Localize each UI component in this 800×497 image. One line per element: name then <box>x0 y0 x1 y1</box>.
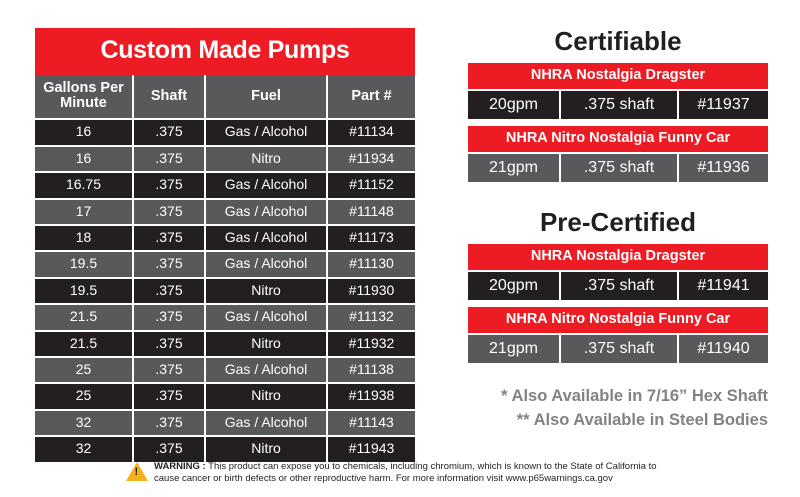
cell-part: #11132 <box>327 304 415 330</box>
cert-header-row <box>468 63 768 90</box>
cell-part: #11173 <box>327 225 415 251</box>
table-row <box>35 357 415 383</box>
warning-label: WARNING : <box>154 461 206 473</box>
cell-gpm: 25 <box>35 357 133 383</box>
cell-part: #11932 <box>327 331 415 357</box>
certifiable-funnycar-table <box>468 126 768 182</box>
table-row <box>35 278 415 304</box>
pumps-table <box>35 75 415 462</box>
cell-gpm: 16.75 <box>35 172 133 198</box>
cell-part: #11934 <box>327 146 415 172</box>
cell-fuel: Nitro <box>205 383 327 409</box>
cell-gpm: 18 <box>35 225 133 251</box>
cell-shaft: .375 shaft <box>560 153 678 183</box>
cell-fuel: Gas / Alcohol <box>205 225 327 251</box>
cell-part: #11938 <box>327 383 415 409</box>
warning-triangle-icon <box>126 462 148 481</box>
cell-fuel: Nitro <box>205 436 327 461</box>
cell-part: #11936 <box>678 153 768 183</box>
cell-gpm: 17 <box>35 199 133 225</box>
cell-shaft: .375 shaft <box>560 90 678 120</box>
cert-data-row <box>468 271 768 301</box>
table-row <box>35 383 415 409</box>
cert-data-row <box>468 90 768 120</box>
cell-fuel: Nitro <box>205 278 327 304</box>
cell-shaft: .375 <box>133 251 205 277</box>
cell-part: #11138 <box>327 357 415 383</box>
cert-header-row <box>468 307 768 334</box>
cell-part: #11148 <box>327 199 415 225</box>
cell-shaft: .375 <box>133 225 205 251</box>
cell-gpm: 21gpm <box>468 334 560 364</box>
cell-part: #11152 <box>327 172 415 198</box>
cell-gpm: 16 <box>35 146 133 172</box>
cell-shaft: .375 <box>133 146 205 172</box>
cert-header-label: NHRA Nostalgia Dragster <box>468 63 768 90</box>
warning-body: This product can expose you to chemicals, including chromium, which is known to the State of California to cause cancer or birth defects or other reproductive harm. For more information visit www.p65warnings.ca.gov <box>154 461 657 485</box>
column-header-shaft: Shaft <box>133 75 205 119</box>
cell-shaft: .375 <box>133 119 205 145</box>
cell-gpm: 32 <box>35 410 133 436</box>
cell-fuel: Gas / Alcohol <box>205 172 327 198</box>
cell-gpm: 20gpm <box>468 90 560 120</box>
cert-header-label: NHRA Nitro Nostalgia Funny Car <box>468 307 768 334</box>
cell-gpm: 32 <box>35 436 133 461</box>
column-header-fuel: Fuel <box>205 75 327 119</box>
table-row <box>35 225 415 251</box>
cell-gpm: 20gpm <box>468 271 560 301</box>
cell-gpm: 21.5 <box>35 331 133 357</box>
cell-part: #11941 <box>678 271 768 301</box>
table-row <box>35 172 415 198</box>
cert-data-row <box>468 334 768 364</box>
cell-gpm: 21gpm <box>468 153 560 183</box>
cell-shaft: .375 <box>133 172 205 198</box>
cert-header-label: NHRA Nostalgia Dragster <box>468 244 768 271</box>
footnote-hex-shaft: * Also Available in 7/16” Hex Shaft <box>501 387 768 406</box>
cell-shaft: .375 <box>133 410 205 436</box>
cell-shaft: .375 shaft <box>560 334 678 364</box>
cell-part: #11940 <box>678 334 768 364</box>
cell-shaft: .375 <box>133 199 205 225</box>
certifiable-dragster-table <box>468 63 768 119</box>
cell-gpm: 16 <box>35 119 133 145</box>
page-title: Custom Made Pumps <box>35 28 415 75</box>
warning-text <box>154 461 674 485</box>
column-header-part: Part # <box>327 75 415 119</box>
precertified-dragster-table <box>468 244 768 300</box>
footnotes <box>468 385 768 433</box>
table-row <box>35 331 415 357</box>
footnote-steel-bodies: ** Also Available in Steel Bodies <box>516 411 768 430</box>
cell-gpm: 19.5 <box>35 278 133 304</box>
cell-gpm: 21.5 <box>35 304 133 330</box>
cell-gpm: 19.5 <box>35 251 133 277</box>
cell-part: #11930 <box>327 278 415 304</box>
table-row <box>35 251 415 277</box>
table-row <box>35 410 415 436</box>
cell-gpm: 25 <box>35 383 133 409</box>
cell-part: #11937 <box>678 90 768 120</box>
cell-fuel: Gas / Alcohol <box>205 304 327 330</box>
prop65-warning <box>0 461 800 485</box>
precertified-title: Pre-Certified <box>539 207 697 238</box>
precertified-funnycar-table <box>468 307 768 363</box>
table-row <box>35 304 415 330</box>
cert-header-label: NHRA Nitro Nostalgia Funny Car <box>468 126 768 153</box>
custom-made-pumps-block <box>35 28 415 462</box>
cell-shaft: .375 <box>133 304 205 330</box>
cell-part: #11134 <box>327 119 415 145</box>
table-row <box>35 146 415 172</box>
cell-fuel: Nitro <box>205 331 327 357</box>
cell-part: #11130 <box>327 251 415 277</box>
cell-shaft: .375 <box>133 357 205 383</box>
cell-shaft: .375 <box>133 383 205 409</box>
cell-part: #11943 <box>327 436 415 461</box>
cell-fuel: Gas / Alcohol <box>205 199 327 225</box>
table-row <box>35 436 415 461</box>
certification-block <box>468 28 768 433</box>
cell-fuel: Gas / Alcohol <box>205 251 327 277</box>
table-row <box>35 199 415 225</box>
table-header-row <box>35 75 415 119</box>
cert-data-row <box>468 153 768 183</box>
table-row <box>35 119 415 145</box>
cell-shaft: .375 shaft <box>560 271 678 301</box>
cell-shaft: .375 <box>133 436 205 461</box>
certifiable-title: Certifiable <box>554 26 682 56</box>
cell-shaft: .375 <box>133 278 205 304</box>
cell-fuel: Gas / Alcohol <box>205 357 327 383</box>
cell-shaft: .375 <box>133 331 205 357</box>
cell-fuel: Gas / Alcohol <box>205 410 327 436</box>
cert-header-row <box>468 244 768 271</box>
cell-part: #11143 <box>327 410 415 436</box>
cert-header-row <box>468 126 768 153</box>
column-header-gpm: Gallons Per Minute <box>35 75 133 119</box>
cell-fuel: Gas / Alcohol <box>205 119 327 145</box>
cell-fuel: Nitro <box>205 146 327 172</box>
